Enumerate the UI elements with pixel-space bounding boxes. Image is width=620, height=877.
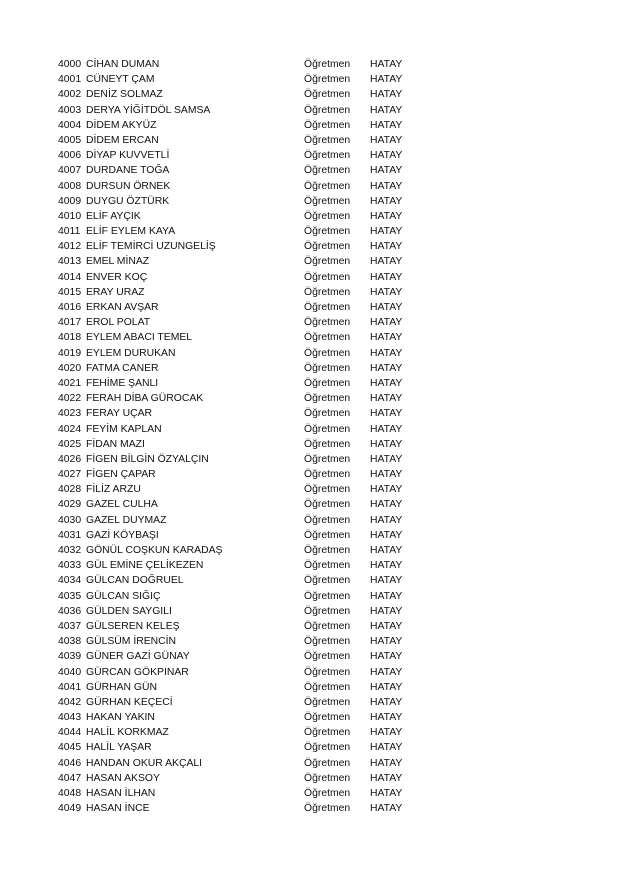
city-name: HATAY bbox=[370, 514, 403, 526]
row-number: 4038 bbox=[58, 636, 82, 648]
job-title: Öğretmen bbox=[304, 605, 351, 617]
table-row bbox=[58, 103, 418, 118]
row-number: 4047 bbox=[58, 772, 82, 784]
city-name: HATAY bbox=[370, 119, 403, 131]
person-name: FEHİME ŞANLI bbox=[86, 377, 159, 389]
job-title: Öğretmen bbox=[304, 484, 351, 496]
row-number: 4027 bbox=[58, 469, 82, 481]
person-name: EROL POLAT bbox=[86, 317, 151, 329]
city-name: HATAY bbox=[370, 210, 403, 222]
table-row bbox=[58, 315, 418, 330]
table-row bbox=[58, 665, 418, 680]
row-number: 4040 bbox=[58, 666, 82, 678]
person-name: ELİF AYÇIK bbox=[86, 210, 141, 222]
job-title: Öğretmen bbox=[304, 636, 351, 648]
row-number: 4020 bbox=[58, 362, 82, 374]
table-row bbox=[58, 270, 418, 285]
person-name: ELİF TEMİRCİ UZUNGELİŞ bbox=[86, 241, 216, 253]
row-number: 4011 bbox=[58, 226, 81, 238]
city-name: HATAY bbox=[370, 484, 403, 496]
job-title: Öğretmen bbox=[304, 757, 351, 769]
table-row bbox=[58, 710, 418, 725]
row-number: 4006 bbox=[58, 150, 82, 162]
city-name: HATAY bbox=[370, 180, 403, 192]
person-name: DİDEM AKYÜZ bbox=[86, 119, 157, 131]
table-row bbox=[58, 376, 418, 391]
person-name: DUYGU ÖZTÜRK bbox=[86, 195, 170, 207]
city-name: HATAY bbox=[370, 195, 403, 207]
person-name: HASAN İNCE bbox=[86, 803, 150, 815]
job-title: Öğretmen bbox=[304, 590, 351, 602]
table-row bbox=[58, 285, 418, 300]
job-title: Öğretmen bbox=[304, 696, 351, 708]
row-number: 4023 bbox=[58, 408, 82, 420]
person-name: GÜLDEN SAYGILI bbox=[86, 605, 172, 617]
row-number: 4007 bbox=[58, 165, 82, 177]
city-name: HATAY bbox=[370, 605, 403, 617]
row-number: 4039 bbox=[58, 651, 82, 663]
row-number: 4024 bbox=[58, 423, 82, 435]
row-number: 4048 bbox=[58, 788, 82, 799]
city-name: HATAY bbox=[370, 286, 403, 298]
city-name: HATAY bbox=[370, 620, 403, 632]
table-row bbox=[58, 756, 418, 771]
city-name: HATAY bbox=[370, 393, 403, 405]
person-name: FATMA CANER bbox=[86, 362, 159, 374]
table-row bbox=[58, 57, 418, 72]
city-name: HATAY bbox=[370, 226, 403, 238]
city-name: HATAY bbox=[370, 89, 403, 101]
person-name: ERAY URAZ bbox=[86, 286, 145, 298]
table-row bbox=[58, 163, 418, 178]
table-row bbox=[58, 801, 418, 816]
person-name: ERKAN AVŞAR bbox=[86, 302, 159, 313]
table-row bbox=[58, 346, 418, 361]
person-name: GÜLCAN DOĞRUEL bbox=[86, 575, 184, 587]
row-number: 4049 bbox=[58, 803, 82, 815]
city-name: HATAY bbox=[370, 59, 403, 70]
city-name: HATAY bbox=[370, 241, 403, 253]
table-row bbox=[58, 391, 418, 406]
table-row bbox=[58, 148, 418, 163]
row-number: 4031 bbox=[58, 529, 82, 541]
job-title: Öğretmen bbox=[304, 620, 351, 632]
row-number: 4010 bbox=[58, 210, 82, 222]
city-name: HATAY bbox=[370, 332, 403, 344]
city-name: HATAY bbox=[370, 788, 403, 799]
person-name: ELİF EYLEM KAYA bbox=[86, 226, 176, 238]
table-row bbox=[58, 224, 418, 239]
job-title: Öğretmen bbox=[304, 377, 351, 389]
job-title: Öğretmen bbox=[304, 119, 351, 131]
row-number: 4021 bbox=[58, 377, 82, 389]
person-name: GÜRHAN KEÇECİ bbox=[86, 696, 173, 708]
person-name: FERAH DİBA GÜROCAK bbox=[86, 393, 204, 405]
city-name: HATAY bbox=[370, 651, 403, 663]
row-number: 4002 bbox=[58, 89, 82, 101]
row-number: 4046 bbox=[58, 757, 82, 769]
row-number: 4030 bbox=[58, 514, 82, 526]
table-row bbox=[58, 695, 418, 710]
row-number: 4015 bbox=[58, 286, 82, 298]
job-title: Öğretmen bbox=[304, 150, 351, 162]
row-number: 4034 bbox=[58, 575, 82, 587]
city-name: HATAY bbox=[370, 408, 403, 420]
job-title: Öğretmen bbox=[304, 332, 351, 344]
row-number: 4017 bbox=[58, 317, 82, 329]
job-title: Öğretmen bbox=[304, 347, 351, 359]
person-name: GAZEL DUYMAZ bbox=[86, 514, 167, 526]
table-row bbox=[58, 87, 418, 102]
person-name: GÜLCAN SIĞIÇ bbox=[86, 590, 161, 602]
person-name: GÜRCAN GÖKPINAR bbox=[86, 666, 189, 678]
row-number: 4025 bbox=[58, 438, 82, 450]
table-row bbox=[58, 680, 418, 695]
row-number: 4041 bbox=[58, 681, 82, 693]
row-number: 4044 bbox=[58, 727, 82, 739]
job-title: Öğretmen bbox=[304, 180, 351, 192]
row-number: 4028 bbox=[58, 484, 82, 496]
person-name: FEYİM KAPLAN bbox=[86, 423, 162, 435]
row-number: 4003 bbox=[58, 104, 82, 116]
table-row bbox=[58, 619, 418, 634]
person-name: CÜNEYT ÇAM bbox=[86, 74, 155, 86]
job-title: Öğretmen bbox=[304, 803, 351, 815]
job-title: Öğretmen bbox=[304, 453, 351, 465]
city-name: HATAY bbox=[370, 74, 403, 86]
person-name: GAZİ KÖYBAŞI bbox=[86, 529, 159, 541]
job-title: Öğretmen bbox=[304, 529, 351, 541]
person-name: HALİL KORKMAZ bbox=[86, 727, 169, 739]
person-name: GÜLSEREN KELEŞ bbox=[86, 620, 180, 632]
job-title: Öğretmen bbox=[304, 286, 351, 298]
job-title: Öğretmen bbox=[304, 317, 351, 329]
person-name: HASAN AKSOY bbox=[86, 772, 160, 784]
table-row bbox=[58, 452, 418, 467]
job-title: Öğretmen bbox=[304, 226, 351, 238]
city-name: HATAY bbox=[370, 134, 403, 146]
row-number: 4019 bbox=[58, 347, 82, 359]
job-title: Öğretmen bbox=[304, 271, 351, 283]
job-title: Öğretmen bbox=[304, 575, 351, 587]
person-name: DURDANE TOĞA bbox=[86, 165, 170, 177]
person-name: EMEL MİNAZ bbox=[86, 256, 150, 268]
row-number: 4035 bbox=[58, 590, 82, 602]
row-number: 4022 bbox=[58, 393, 82, 405]
city-name: HATAY bbox=[370, 469, 403, 481]
city-name: HATAY bbox=[370, 377, 403, 389]
row-number: 4033 bbox=[58, 560, 82, 572]
job-title: Öğretmen bbox=[304, 772, 351, 784]
city-name: HATAY bbox=[370, 347, 403, 359]
person-name: DERYA YİĞİTDÖL SAMSA bbox=[86, 104, 211, 116]
job-title: Öğretmen bbox=[304, 712, 351, 724]
row-number: 4005 bbox=[58, 134, 82, 146]
table-row bbox=[58, 558, 418, 573]
person-name: ENVER KOÇ bbox=[86, 271, 148, 283]
city-name: HATAY bbox=[370, 256, 403, 268]
table-row bbox=[58, 497, 418, 512]
table-row bbox=[58, 437, 418, 452]
row-number: 4032 bbox=[58, 545, 82, 556]
city-name: HATAY bbox=[370, 803, 403, 815]
table-row bbox=[58, 133, 418, 148]
row-number: 4014 bbox=[58, 271, 82, 283]
person-name: GAZEL CULHA bbox=[86, 499, 158, 511]
row-number: 4018 bbox=[58, 332, 82, 344]
table-row bbox=[58, 179, 418, 194]
job-title: Öğretmen bbox=[304, 438, 351, 450]
person-name: DİYAP KUVVETLİ bbox=[86, 150, 170, 162]
person-name: FİGEN BİLGİN ÖZYALÇIN bbox=[86, 453, 209, 465]
job-title: Öğretmen bbox=[304, 165, 351, 177]
job-title: Öğretmen bbox=[304, 788, 351, 799]
table-row bbox=[58, 194, 418, 209]
person-name: GÜLSÜM İRENCİN bbox=[86, 636, 177, 648]
job-title: Öğretmen bbox=[304, 742, 351, 754]
row-number: 4036 bbox=[58, 605, 82, 617]
row-number: 4004 bbox=[58, 119, 82, 131]
person-name: HAKAN YAKIN bbox=[86, 712, 155, 724]
person-name: GÜNER GAZİ GÜNAY bbox=[86, 651, 190, 663]
table-row bbox=[58, 72, 418, 87]
job-title: Öğretmen bbox=[304, 393, 351, 405]
city-name: HATAY bbox=[370, 727, 403, 739]
row-number: 4009 bbox=[58, 195, 82, 207]
row-number: 4037 bbox=[58, 620, 82, 632]
city-name: HATAY bbox=[370, 590, 403, 602]
job-title: Öğretmen bbox=[304, 362, 351, 374]
person-name: GÜL EMİNE ÇELİKEZEN bbox=[86, 560, 204, 572]
table-row bbox=[58, 330, 418, 345]
job-title: Öğretmen bbox=[304, 59, 351, 70]
row-number: 4013 bbox=[58, 256, 82, 268]
table-row bbox=[58, 740, 418, 755]
person-name: GÜRHAN GÜN bbox=[86, 681, 158, 693]
job-title: Öğretmen bbox=[304, 681, 351, 693]
job-title: Öğretmen bbox=[304, 651, 351, 663]
table-row bbox=[58, 771, 418, 786]
city-name: HATAY bbox=[370, 545, 403, 556]
city-name: HATAY bbox=[370, 666, 403, 678]
person-name: FİLİZ ARZU bbox=[86, 484, 141, 496]
city-name: HATAY bbox=[370, 165, 403, 177]
job-title: Öğretmen bbox=[304, 241, 351, 253]
person-name: DURSUN ÖRNEK bbox=[86, 180, 171, 192]
city-name: HATAY bbox=[370, 438, 403, 450]
job-title: Öğretmen bbox=[304, 514, 351, 526]
person-name: CİHAN DUMAN bbox=[86, 59, 160, 70]
table-row bbox=[58, 467, 418, 482]
table-row bbox=[58, 406, 418, 421]
city-name: HATAY bbox=[370, 742, 403, 754]
table-row bbox=[58, 300, 418, 315]
table-row bbox=[58, 649, 418, 664]
table-row bbox=[58, 528, 418, 543]
city-name: HATAY bbox=[370, 772, 403, 784]
table-row bbox=[58, 209, 418, 224]
table-row bbox=[58, 543, 418, 558]
teacher-list bbox=[58, 57, 418, 816]
job-title: Öğretmen bbox=[304, 423, 351, 435]
job-title: Öğretmen bbox=[304, 74, 351, 86]
job-title: Öğretmen bbox=[304, 89, 351, 101]
row-number: 4042 bbox=[58, 696, 82, 708]
person-name: FERAY UÇAR bbox=[86, 408, 153, 420]
job-title: Öğretmen bbox=[304, 666, 351, 678]
person-name: HALİL YAŞAR bbox=[86, 742, 152, 754]
person-name: FİDAN MAZI bbox=[86, 438, 145, 450]
city-name: HATAY bbox=[370, 104, 403, 116]
city-name: HATAY bbox=[370, 575, 403, 587]
city-name: HATAY bbox=[370, 636, 403, 648]
job-title: Öğretmen bbox=[304, 727, 351, 739]
job-title: Öğretmen bbox=[304, 469, 351, 481]
table-row bbox=[58, 604, 418, 619]
person-name: DENİZ SOLMAZ bbox=[86, 89, 163, 101]
city-name: HATAY bbox=[370, 317, 403, 329]
table-row bbox=[58, 239, 418, 254]
city-name: HATAY bbox=[370, 499, 403, 511]
row-number: 4029 bbox=[58, 499, 82, 511]
city-name: HATAY bbox=[370, 302, 403, 313]
row-number: 4016 bbox=[58, 302, 82, 313]
job-title: Öğretmen bbox=[304, 560, 351, 572]
person-name: HANDAN OKUR AKÇALI bbox=[86, 757, 203, 769]
table-row bbox=[58, 725, 418, 740]
city-name: HATAY bbox=[370, 150, 403, 162]
person-name: GÖNÜL COŞKUN KARADAŞ bbox=[86, 545, 223, 556]
city-name: HATAY bbox=[370, 560, 403, 572]
row-number: 4012 bbox=[58, 241, 82, 253]
city-name: HATAY bbox=[370, 712, 403, 724]
job-title: Öğretmen bbox=[304, 545, 351, 556]
city-name: HATAY bbox=[370, 529, 403, 541]
row-number: 4026 bbox=[58, 453, 82, 465]
table-row bbox=[58, 482, 418, 497]
job-title: Öğretmen bbox=[304, 302, 351, 313]
table-row bbox=[58, 786, 418, 801]
city-name: HATAY bbox=[370, 757, 403, 769]
row-number: 4001 bbox=[58, 74, 82, 86]
job-title: Öğretmen bbox=[304, 195, 351, 207]
person-name: DİDEM ERCAN bbox=[86, 134, 159, 146]
row-number: 4043 bbox=[58, 712, 82, 724]
job-title: Öğretmen bbox=[304, 408, 351, 420]
city-name: HATAY bbox=[370, 362, 403, 374]
job-title: Öğretmen bbox=[304, 499, 351, 511]
city-name: HATAY bbox=[370, 453, 403, 465]
row-number: 4008 bbox=[58, 180, 82, 192]
person-name: FİGEN ÇAPAR bbox=[86, 469, 156, 481]
table-row bbox=[58, 361, 418, 376]
city-name: HATAY bbox=[370, 681, 403, 693]
job-title: Öğretmen bbox=[304, 210, 351, 222]
table-row bbox=[58, 422, 418, 437]
table-row bbox=[58, 118, 418, 133]
person-name: EYLEM ABACI TEMEL bbox=[86, 332, 193, 344]
table-row bbox=[58, 513, 418, 528]
row-number: 4000 bbox=[58, 59, 82, 70]
city-name: HATAY bbox=[370, 423, 403, 435]
row-number: 4045 bbox=[58, 742, 82, 754]
table-row bbox=[58, 589, 418, 604]
city-name: HATAY bbox=[370, 271, 403, 283]
job-title: Öğretmen bbox=[304, 104, 351, 116]
job-title: Öğretmen bbox=[304, 256, 351, 268]
person-name: EYLEM DURUKAN bbox=[86, 347, 176, 359]
job-title: Öğretmen bbox=[304, 134, 351, 146]
person-name: HASAN İLHAN bbox=[86, 788, 156, 799]
table-row bbox=[58, 254, 418, 269]
table-row bbox=[58, 634, 418, 649]
city-name: HATAY bbox=[370, 696, 403, 708]
table-row bbox=[58, 573, 418, 588]
